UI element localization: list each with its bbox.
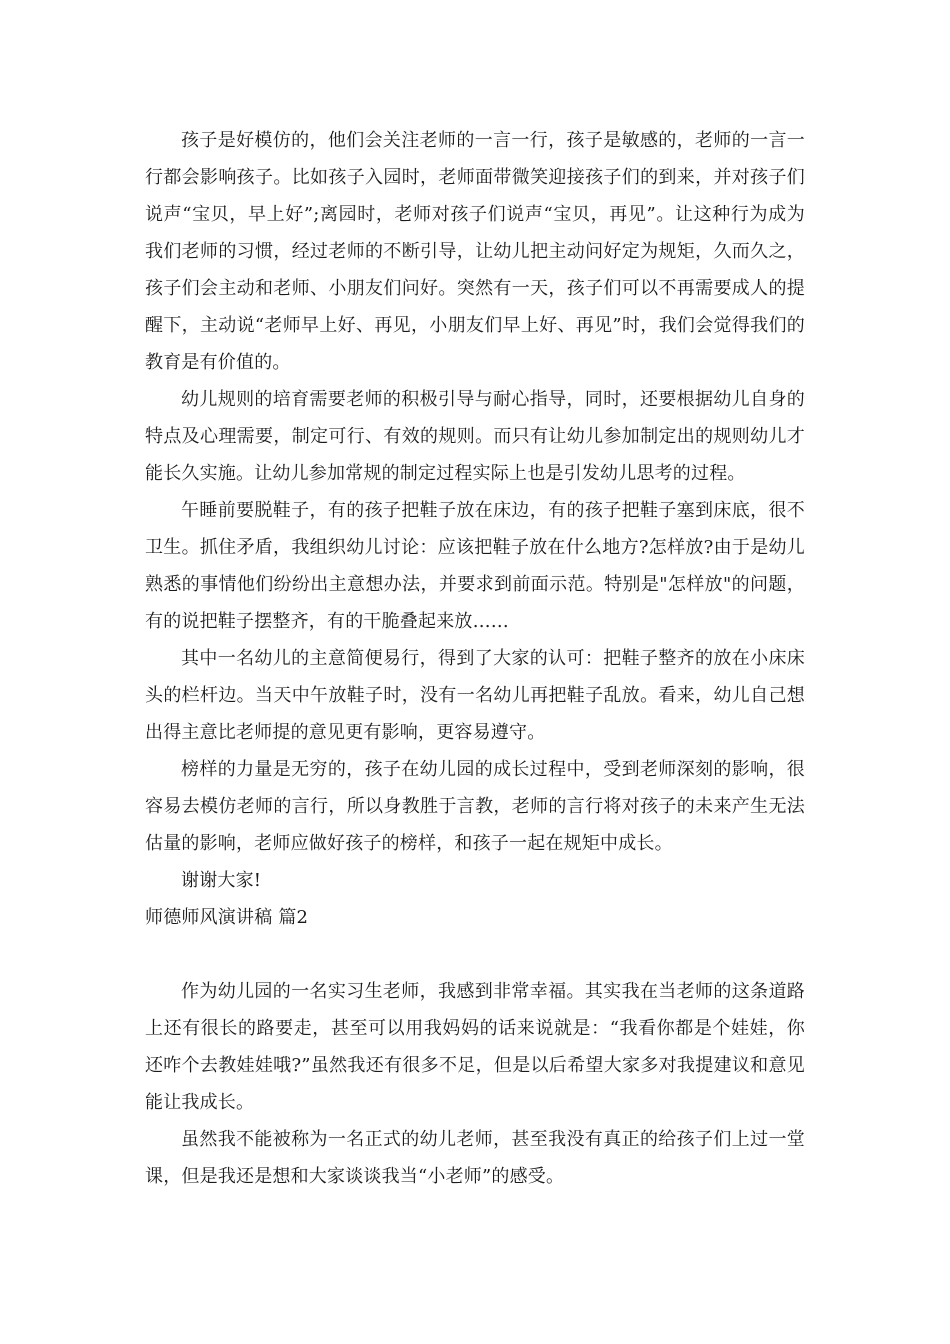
paragraph-role-model: 榜样的力量是无穷的，孩子在幼儿园的成长过程中，受到老师深刻的影响，很容易去模仿老师的言行，所以身教胜于言教，老师的言行将对孩子的未来产生无法估量的影响，老师应做好孩子的榜样，和孩子一起在规矩中成长。 xyxy=(145,759,805,854)
section-heading: 师德师风演讲稿 篇2 xyxy=(145,907,309,928)
document-page xyxy=(145,122,805,1195)
paragraph-intern-feelings: 虽然我不能被称为一名正式的幼儿老师，甚至我没有真正的给孩子们上过一堂课，但是我还是想和大家谈谈我当“小老师”的感受。 xyxy=(145,1129,805,1187)
paragraph-imitation: 孩子是好模仿的，他们会关注老师的一言一行，孩子是敏感的，老师的一言一行都会影响孩子。比如孩子入园时，老师面带微笑迎接孩子们的到来，并对孩子们说声“宝贝，早上好”;离园时，老师对孩子们说声“宝贝，再见”。让这种行为成为我们老师的习惯，经过老师的不断引导，让幼儿把主动问好定为规矩，久而久之，孩子们会主动和老师、小朋友们问好。突然有一天，孩子们可以不再需要成人的提醒下，主动说“老师早上好、再见，小朋友们早上好、再见”时，我们会觉得我们的教育是有价值的。 xyxy=(145,130,805,373)
section-spacer xyxy=(145,936,805,973)
paragraph-thanks: 谢谢大家! xyxy=(181,870,262,891)
paragraph-rules: 幼儿规则的培育需要老师的积极引导与耐心指导，同时，还要根据幼儿自身的特点及心理需要，制定可行、有效的规则。而只有让幼儿参加制定出的规则幼儿才能长久实施。让幼儿参加常规的制定过程实际上也是引发幼儿思考的过程。 xyxy=(145,389,805,484)
paragraph-shoes-discussion: 午睡前要脱鞋子，有的孩子把鞋子放在床边，有的孩子把鞋子塞到床底，很不卫生。抓住矛盾，我组织幼儿讨论：应该把鞋子放在什么地方?怎样放?由于是幼儿熟悉的事情他们纷纷出主意想办法，并要求到前面示范。特别是"怎样放"的问题，有的说把鞋子摆整齐，有的干脆叠起来放…… xyxy=(145,500,805,632)
paragraph-intern-intro: 作为幼儿园的一名实习生老师，我感到非常幸福。其实我在当老师的这条道路上还有很长的路要走，甚至可以用我妈妈的话来说就是：“我看你都是个娃娃，你还咋个去教娃娃哦?”虽然我还有很多不足，但是以后希望大家多对我提建议和意见能让我成长。 xyxy=(145,981,805,1113)
paragraph-shoes-solution: 其中一名幼儿的主意简便易行，得到了大家的认可：把鞋子整齐的放在小床床头的栏杆边。当天中午放鞋子时，没有一名幼儿再把鞋子乱放。看来，幼儿自己想出得主意比老师提的意见更有影响，更容易遵守。 xyxy=(145,648,805,743)
